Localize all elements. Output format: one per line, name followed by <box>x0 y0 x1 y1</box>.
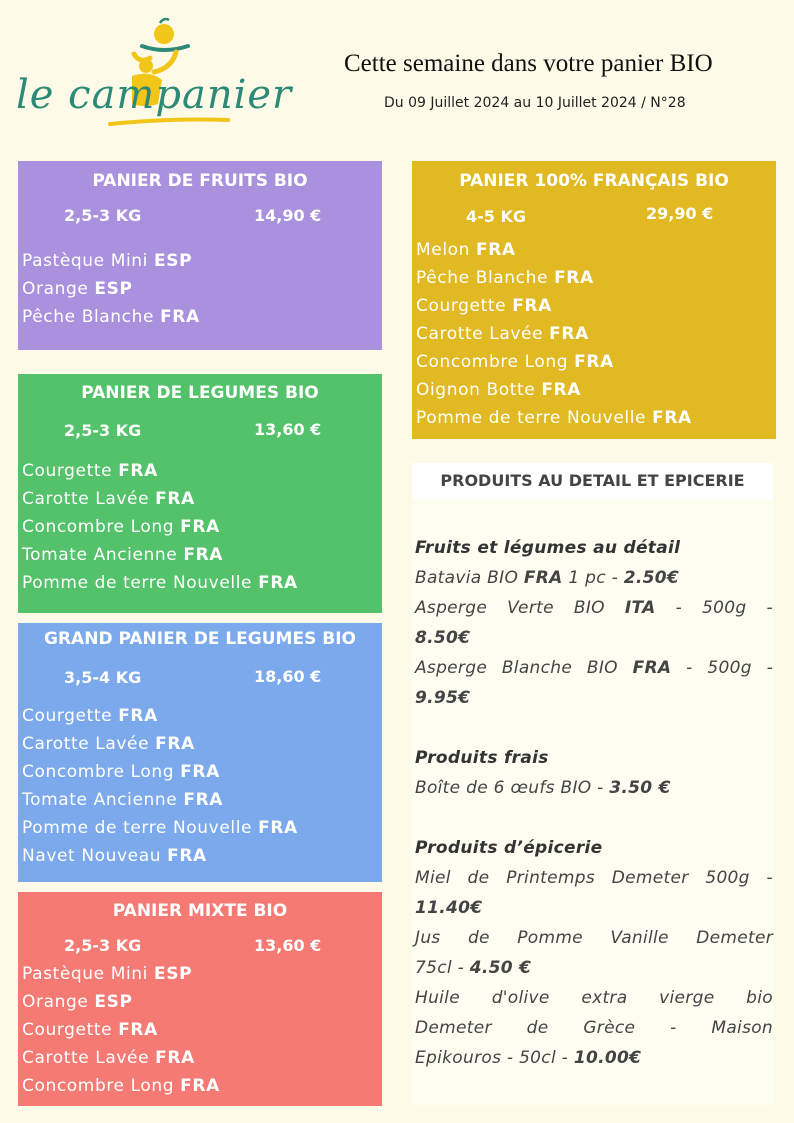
product-jus: Jus de Pomme Vanille Demeter <box>415 928 773 948</box>
detail-section <box>412 463 773 1105</box>
detail-title: PRODUITS AU DETAIL ET EPICERIE <box>412 463 773 499</box>
item-name: Courgette <box>416 296 513 316</box>
basket-item <box>416 348 692 376</box>
product-miel-price: 11.40€ <box>415 898 483 918</box>
item-origin: FRA <box>574 352 614 372</box>
item-name: Carotte Lavée <box>416 324 550 344</box>
basket-item <box>22 457 298 485</box>
basket-weight: 4-5 KG <box>466 207 527 226</box>
page-title: Cette semaine dans votre panier BIO <box>344 50 713 77</box>
item-origin: FRA <box>155 1048 195 1068</box>
product-huile: Huile d'olive extra vierge bio <box>415 988 773 1008</box>
item-origin: FRA <box>167 846 207 866</box>
item-origin: ESP <box>154 964 193 984</box>
item-origin: FRA <box>541 380 581 400</box>
item-name: Concombre Long <box>22 517 181 537</box>
basket-items <box>22 457 298 597</box>
item-origin: FRA <box>180 517 220 537</box>
item-origin: FRA <box>258 818 298 838</box>
basket-items <box>22 960 220 1100</box>
section-heading-frais: Produits frais <box>415 748 549 768</box>
basket-weight: 2,5-3 KG <box>64 936 142 955</box>
item-origin: FRA <box>118 1020 158 1040</box>
product-asperge-blanche-price: 9.95€ <box>415 688 471 708</box>
item-name: Carotte Lavée <box>22 489 156 509</box>
basket-item <box>22 730 298 758</box>
basket-items <box>22 247 200 331</box>
basket-item <box>22 702 298 730</box>
basket-item <box>416 236 692 264</box>
item-name: Pêche Blanche <box>22 307 161 327</box>
date-range: Du 09 Juillet 2024 au 10 Juillet 2024 / N°28 <box>384 95 686 111</box>
item-name: Tomate Ancienne <box>22 790 184 810</box>
basket-item <box>22 275 200 303</box>
item-origin: FRA <box>549 324 589 344</box>
item-name: Orange <box>22 992 95 1012</box>
item-origin: FRA <box>183 545 224 565</box>
brand-name: le campanier <box>16 72 293 118</box>
item-name: Pêche Blanche <box>416 268 555 288</box>
basket-price: 13,60 € <box>254 420 322 439</box>
item-origin: FRA <box>476 240 516 260</box>
product-batavia: Batavia BIO FRA 1 pc - 2.50€ <box>415 568 679 588</box>
basket-item <box>22 303 200 331</box>
item-origin: FRA <box>180 762 220 782</box>
basket-item <box>22 786 298 814</box>
basket-item <box>22 1044 220 1072</box>
basket-item <box>416 320 692 348</box>
basket-item <box>22 247 200 275</box>
product-asperge-verte-price: 8.50€ <box>415 628 471 648</box>
basket-legumes <box>18 374 382 613</box>
item-origin: FRA <box>160 307 200 327</box>
basket-weight: 2,5-3 KG <box>64 206 142 225</box>
section-heading-epicerie: Produits d’épicerie <box>415 838 603 858</box>
item-name: Concombre Long <box>416 352 575 372</box>
basket-title: PANIER 100% FRANÇAIS BIO <box>459 171 729 191</box>
product-miel: Miel de Printemps Demeter 500g - <box>415 868 773 888</box>
brand-logo <box>14 14 293 134</box>
basket-item <box>416 264 692 292</box>
basket-price: 14,90 € <box>254 206 322 225</box>
item-name: Pomme de terre Nouvelle <box>416 408 653 428</box>
item-name: Courgette <box>22 461 119 481</box>
basket-item <box>22 569 298 597</box>
item-name: Pomme de terre Nouvelle <box>22 573 259 593</box>
item-name: Concombre Long <box>22 1076 181 1096</box>
item-origin: FRA <box>554 268 594 288</box>
basket-title: GRAND PANIER DE LEGUMES BIO <box>44 629 356 649</box>
basket-item <box>22 1072 220 1100</box>
basket-item <box>416 404 692 432</box>
item-origin: FRA <box>118 461 158 481</box>
product-oeufs: Boîte de 6 œufs BIO - 3.50 € <box>415 778 671 798</box>
basket-grand-legumes <box>18 623 382 882</box>
product-huile-price: Epikouros - 50cl - 10.00€ <box>415 1048 642 1068</box>
basket-price: 29,90 € <box>646 204 714 223</box>
item-name: Melon <box>416 240 477 260</box>
item-origin: FRA <box>118 706 158 726</box>
item-origin: FRA <box>652 408 692 428</box>
basket-weight: 3,5-4 KG <box>64 668 142 687</box>
item-name: Navet Nouveau <box>22 846 168 866</box>
basket-mixte <box>18 892 382 1106</box>
item-name: Courgette <box>22 1020 119 1040</box>
product-jus-price: 75cl - 4.50 € <box>415 958 532 978</box>
product-asperge-verte: Asperge Verte BIO ITA - 500g - <box>415 598 773 618</box>
basket-weight: 2,5-3 KG <box>64 421 142 440</box>
item-origin: FRA <box>180 1076 220 1096</box>
item-origin: FRA <box>155 734 195 754</box>
basket-title: PANIER DE FRUITS BIO <box>92 171 308 191</box>
item-name: Carotte Lavée <box>22 734 156 754</box>
basket-francais <box>412 161 776 439</box>
basket-item <box>22 842 298 870</box>
basket-item <box>22 988 220 1016</box>
item-name: Pastèque Mini <box>22 964 155 984</box>
item-name: Orange <box>22 279 95 299</box>
item-origin: FRA <box>258 573 298 593</box>
basket-item <box>22 1016 220 1044</box>
basket-fruits <box>18 161 382 350</box>
item-origin: ESP <box>94 279 133 299</box>
basket-items <box>416 236 692 432</box>
basket-item <box>22 513 298 541</box>
product-asperge-blanche: Asperge Blanche BIO FRA - 500g - <box>415 658 773 678</box>
basket-item <box>22 814 298 842</box>
item-origin: FRA <box>183 790 224 810</box>
item-origin: ESP <box>94 992 133 1012</box>
product-huile-line2: Demeter de Grèce - Maison <box>415 1018 773 1038</box>
item-name: Oignon Botte <box>416 380 542 400</box>
basket-price: 18,60 € <box>254 667 322 686</box>
item-name: Pomme de terre Nouvelle <box>22 818 259 838</box>
item-origin: FRA <box>512 296 552 316</box>
basket-item <box>416 376 692 404</box>
basket-title: PANIER DE LEGUMES BIO <box>81 383 319 403</box>
basket-item <box>22 960 220 988</box>
item-origin: ESP <box>154 251 193 271</box>
item-name: Courgette <box>22 706 119 726</box>
item-origin: FRA <box>155 489 195 509</box>
basket-price: 13,60 € <box>254 936 322 955</box>
item-name: Pastèque Mini <box>22 251 155 271</box>
item-name: Concombre Long <box>22 762 181 782</box>
section-heading-fruits: Fruits et légumes au détail <box>415 538 681 558</box>
item-name: Tomate Ancienne <box>22 545 184 565</box>
basket-title: PANIER MIXTE BIO <box>112 901 288 921</box>
item-name: Carotte Lavée <box>22 1048 156 1068</box>
basket-item <box>22 541 298 569</box>
basket-item <box>416 292 692 320</box>
basket-item <box>22 758 298 786</box>
basket-items <box>22 702 298 870</box>
basket-item <box>22 485 298 513</box>
